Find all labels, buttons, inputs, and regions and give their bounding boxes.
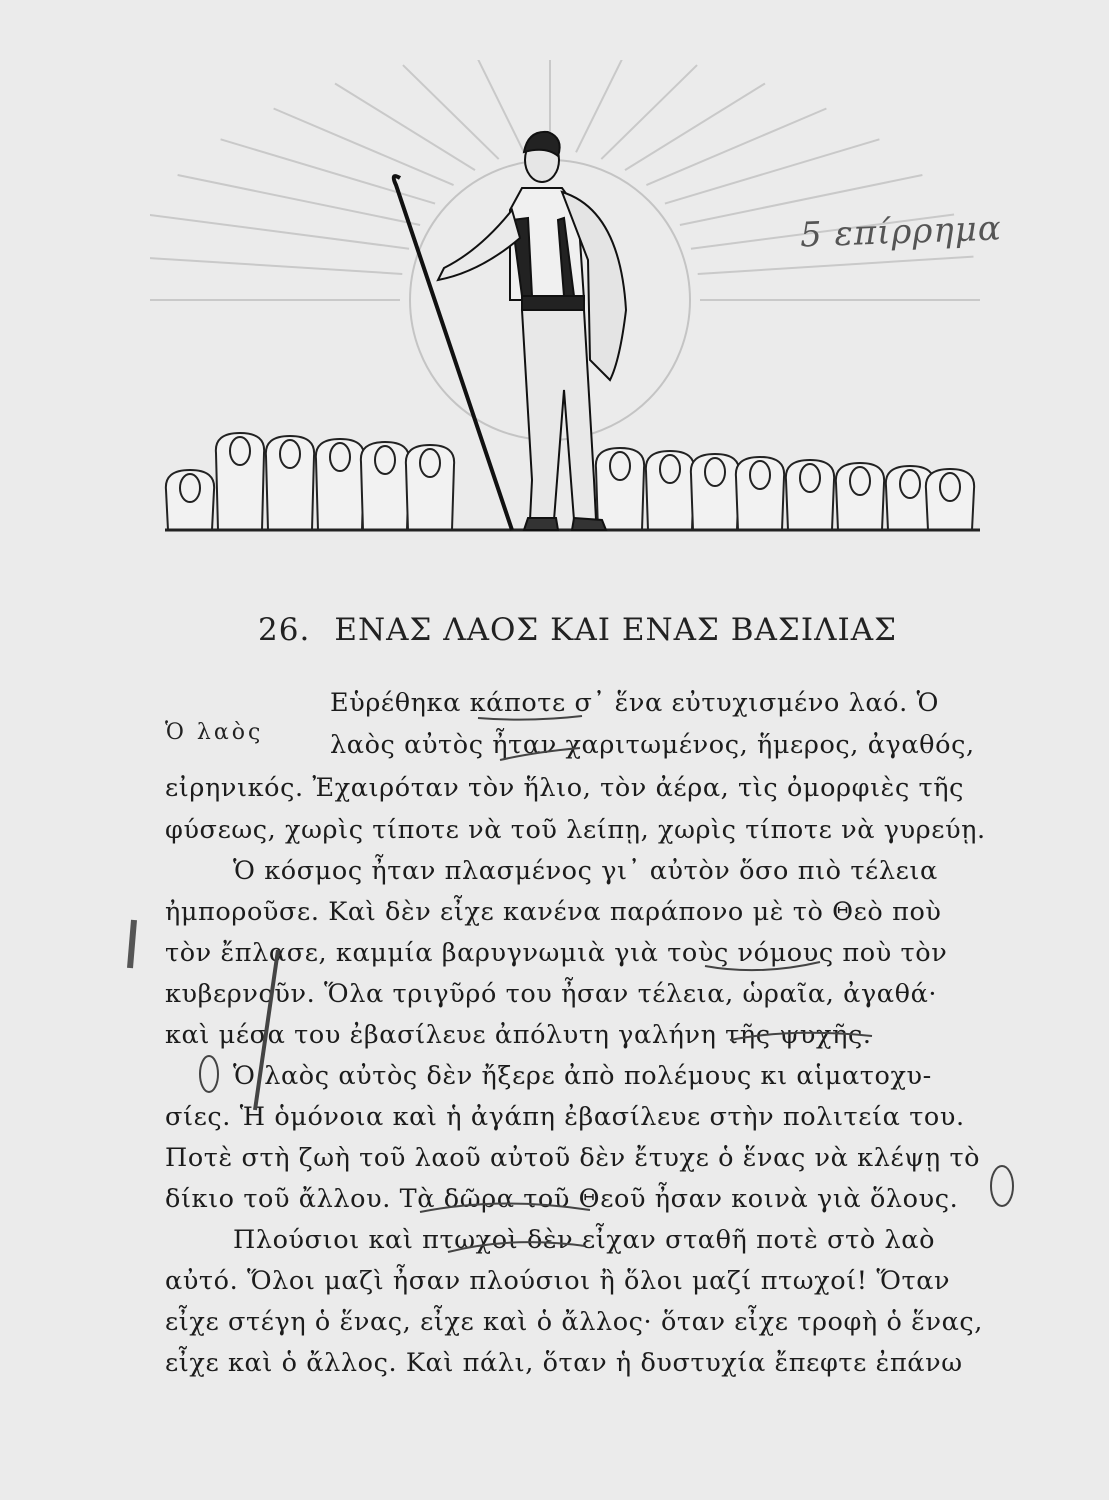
text-line: αὐτό. Ὅλοι μαζὶ ἦσαν πλούσιοι ἢ ὅλοι μαζί πτωχοί! Ὅταν — [165, 1266, 951, 1296]
text-line: κυβερνοῦν. Ὅλα τριγῦρό του ἦσαν τέλεια, ὡραῖα, ἀγαθά· — [165, 979, 938, 1009]
text-line: φύσεως, χωρὶς τίποτε νὰ τοῦ λείπῃ, χωρὶς τίποτε νὰ γυρεύῃ. — [165, 815, 986, 845]
sheep-head — [420, 449, 440, 477]
sheep-head — [280, 440, 300, 468]
circle-mark — [991, 1166, 1013, 1206]
text-line: λαὸς αὐτὸς ἦταν χαριτωμένος, ἥμερος, ἀγαθός, — [330, 730, 975, 760]
text-line: Πλούσιοι καὶ πτωχοὶ δὲν εἶχαν σταθῆ ποτὲ στὸ λαὸ — [233, 1225, 936, 1255]
text-line: δίκιο τοῦ ἄλλου. Τὰ δῶρα τοῦ Θεοῦ ἦσαν κοινὰ γιὰ ὅλους. — [165, 1184, 959, 1214]
chapter-title: ΕΝΑΣ ΛΑΟΣ ΚΑΙ ΕΝΑΣ ΒΑΣΙΛΙΑΣ — [334, 612, 898, 648]
sheep-head — [180, 474, 200, 502]
margin-side-label: Ὁ λαὸς — [165, 720, 264, 745]
chapter-heading — [258, 612, 897, 648]
sun-ray — [625, 83, 765, 170]
sheep-head — [330, 443, 350, 471]
sun-ray — [698, 257, 974, 274]
sheep-head — [900, 470, 920, 498]
sheep-head — [230, 437, 250, 465]
sun-ray — [646, 108, 826, 185]
text-line: Ὁ λαὸς αὐτὸς δὲν ἤξερε ἀπὸ πολέμους κι αἱματοχυ- — [233, 1061, 932, 1091]
sun-ray — [150, 214, 409, 248]
text-line: τὸν ἔπλασε, καμμία βαρυγνωμιὰ γιὰ τοὺς νόμους ποὺ τὸν — [165, 938, 948, 968]
handwritten-pencil-note: 5 επίρρημα — [799, 208, 1003, 256]
text-line: Ποτὲ στὴ ζωὴ τοῦ λαοῦ αὐτοῦ δὲν ἔτυχε ὁ ἕνας νὰ κλέψῃ τὸ — [165, 1143, 981, 1173]
sun-ray — [403, 65, 499, 159]
sheep-head — [375, 446, 395, 474]
circle-mark — [200, 1056, 218, 1092]
sheep-head — [850, 467, 870, 495]
sun-ray — [274, 108, 454, 185]
text-line: καὶ μέσα του ἐβασίλευε ἀπόλυτη γαλήνη τῆς ψυχῆς. — [165, 1020, 872, 1050]
text-line: Ὁ κόσμος ἦταν πλασμένος γι᾽ αὐτὸν ὅσο πιὸ τέλεια — [233, 856, 938, 886]
sun-ray — [150, 257, 402, 274]
text-line: εἰρηνικός. Ἐχαιρόταν τὸν ἥλιο, τὸν ἀέρα, τὶς ὀμορφιὲς τῆς — [165, 773, 965, 803]
text-line: εἶχε στέγη ὁ ἕνας, εἶχε καὶ ὁ ἄλλος· ὅταν εἶχε τροφὴ ὁ ἕνας, — [165, 1307, 983, 1337]
text-line: Εὑρέθηκα κάποτε σ᾽ ἕνα εὐτυχισμένο λαό. Ὁ — [330, 688, 940, 718]
chapter-number: 26. — [258, 612, 311, 648]
margin-bar-mark — [130, 920, 134, 968]
text-line: σίες. Ἡ ὁμόνοια καὶ ἡ ἀγάπη ἐβασίλευε στὴν πολιτεία του. — [165, 1102, 965, 1132]
sun-ray — [178, 175, 420, 225]
sheep-head — [705, 458, 725, 486]
sun-ray — [475, 60, 524, 152]
sheep-head — [940, 473, 960, 501]
sheep-head — [800, 464, 820, 492]
sun-ray — [665, 139, 879, 203]
sun-ray — [221, 139, 435, 203]
shepherd-with-flock-illustration — [150, 60, 990, 540]
sun-ray — [335, 83, 475, 170]
sheep-head — [750, 461, 770, 489]
text-line: ἠμποροῦσε. Καὶ δὲν εἶχε κανένα παράπονο μὲ τὸ Θεὸ ποὺ — [165, 897, 942, 927]
sun-ray — [601, 65, 697, 159]
sun-ray — [576, 60, 625, 152]
sheep-head — [610, 452, 630, 480]
text-line: εἶχε καὶ ὁ ἄλλος. Καὶ πάλι, ὅταν ἡ δυστυχία ἔπεφτε ἐπάνω — [165, 1348, 963, 1378]
sheep-head — [660, 455, 680, 483]
